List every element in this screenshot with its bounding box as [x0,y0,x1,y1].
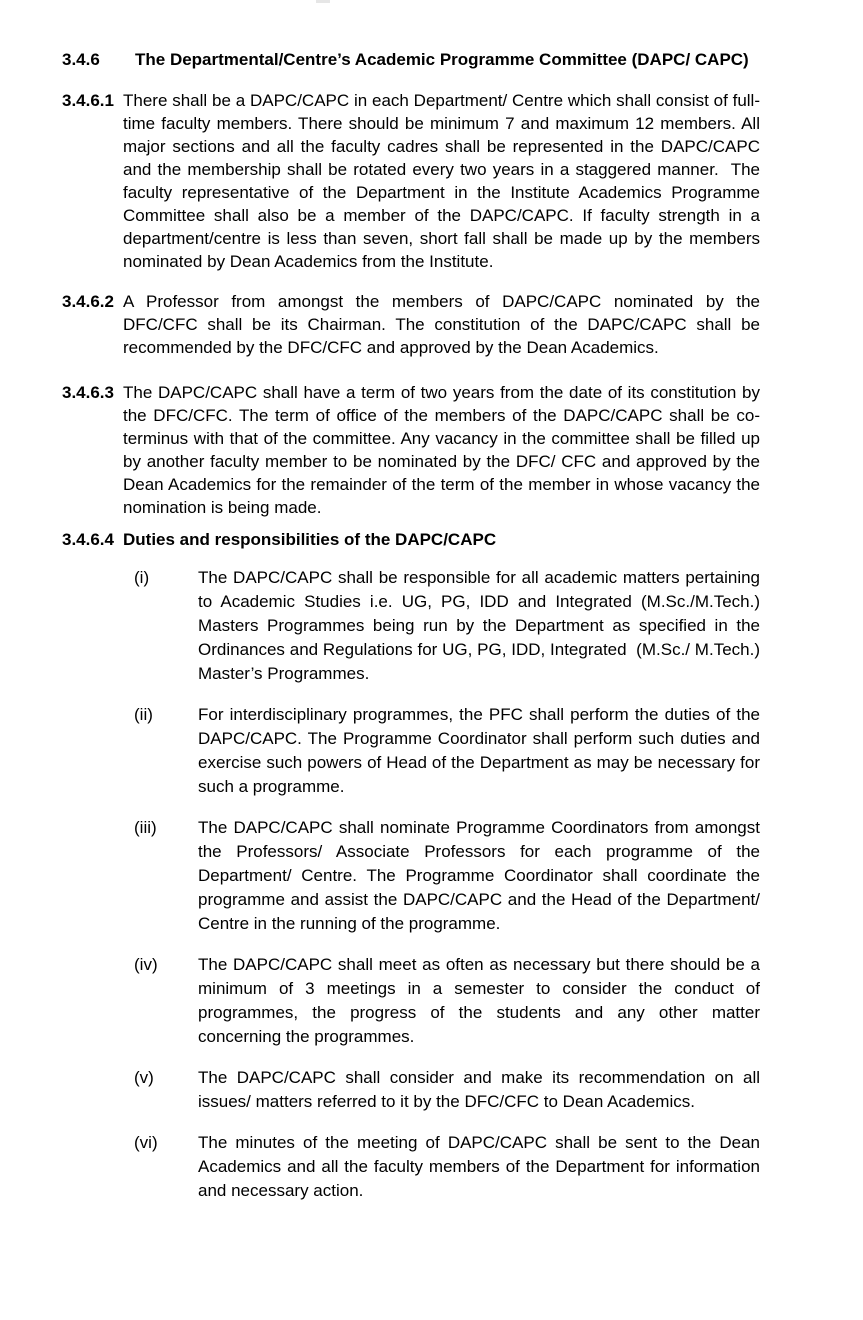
list-item [134,566,765,686]
list-item-text: The DAPC/CAPC shall meet as often as necessary but there should be a minimum of 3 meetings in a semester to consider the conduct of programmes, the progress of the students and any other matter concerning the programmes. [198,955,765,1046]
section-number: 3.4.6.4 [62,530,114,549]
list-marker: (ii) [134,705,153,724]
section-paragraph: A Professor from amongst the members of DAPC/CAPC nominated by the DFC/CFC shall be its Chairman. The constitution of the DAPC/CAPC shall be recommended by the DFC/CFC and approved by the Dean Academics. [123,292,765,357]
list-item [134,816,765,936]
section-3-4-6-1 [62,89,765,273]
section-heading: Duties and responsibilities of the DAPC/CAPC [123,530,497,549]
section-3-4-6 [62,48,760,71]
list-item [134,703,765,799]
section-number: 3.4.6.2 [62,292,114,311]
list-marker: (vi) [134,1133,158,1152]
list-item-text: The DAPC/CAPC shall consider and make its recommendation on all issues/ matters referred to it by the DFC/CFC to Dean Academics. [198,1068,765,1111]
list-marker: (v) [134,1068,154,1087]
list-marker: (iii) [134,818,157,837]
section-number: 3.4.6 [62,50,100,69]
section-heading: The Departmental/Centre’s Academic Programme Committee (DAPC/ CAPC) [135,50,749,69]
list-item-text: The DAPC/CAPC shall be responsible for all academic matters pertaining to Academic Studies i.e. UG, PG, IDD and Integrated (M.Sc./M.Tech.) Masters Programmes being run by the Department as specified in the Ordinances and Regulations for UG, PG, IDD, Integrated (M.Sc./ M.Tech.) Master’s Programmes. [198,568,765,683]
section-3-4-6-2 [62,290,765,359]
section-content [123,528,765,1220]
list-marker: (i) [134,568,150,587]
list-item [134,953,765,1049]
section-number: 3.4.6.3 [62,383,114,402]
list-item-text: The DAPC/CAPC shall nominate Programme Coordinators from amongst the Professors/ Associate Professors for each programme of the Department/ Centre. The Programme Coordinator shall coordinate the programme and assist the DAPC/CAPC and the Head of the Department/ Centre in the running of the programme. [198,818,765,933]
list-item [134,1131,765,1203]
section-number: 3.4.6.1 [62,91,114,110]
list-item-text: The minutes of the meeting of DAPC/CAPC shall be sent to the Dean Academics and all the faculty members of the Department for information and necessary action. [198,1133,765,1200]
list-marker: (iv) [134,955,158,974]
section-3-4-6-3 [62,381,765,519]
section-paragraph: The DAPC/CAPC shall have a term of two years from the date of its constitution by the DFC/CFC. The term of office of the members of the DAPC/CAPC shall be co-terminus with that of the committee. Any vacancy in the committee shall be filled up by another faculty member to be nominated by the DFC/ CFC and approved by the Dean Academics for the remainder of the term of the member in whose vacancy the nomination is being made. [123,383,765,517]
page-top-edge-artifact [316,0,330,3]
list-item [134,1066,765,1114]
list-item-text: For interdisciplinary programmes, the PFC shall perform the duties of the DAPC/CAPC. The Programme Coordinator shall perform such duties and exercise such powers of Head of the Department as may be necessary for such a programme. [198,705,765,796]
section-paragraph: There shall be a DAPC/CAPC in each Department/ Centre which shall consist of full-time faculty members. There should be minimum 7 and maximum 12 members. All major sections and all the faculty cadres shall be represented in the DAPC/CAPC and the membership shall be rotated every two years in a staggered manner. The faculty representative of the Department in the Institute Academics Programme Committee shall also be a member of the DAPC/CAPC. If faculty strength in a department/centre is less than seven, short fall shall be made up by the members nominated by Dean Academics from the Institute. [123,91,765,271]
section-3-4-6-4 [62,528,765,1220]
